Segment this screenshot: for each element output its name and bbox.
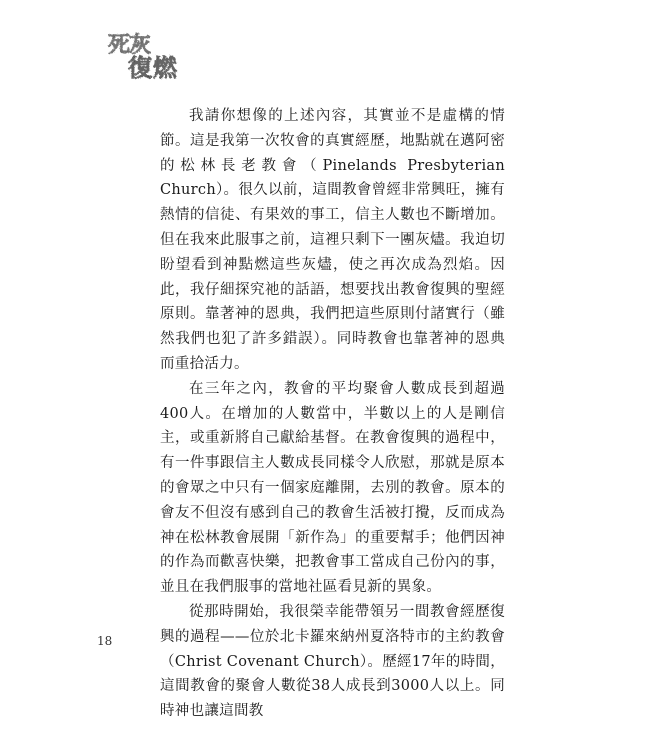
paragraph-2: 在三年之內，教會的平均聚會人數成長到超過400人。在增加的人數當中，半數以上的人是剛信主，或重新將自己獻給基督。在教會復興的過程中，有一件事跟信主人數成長同樣令人欣慰，那就是原本的會眾之中只有一個家庭離開，去別的教會。原本的會友不但沒有感到自己的教會生活被打攪，反而成為神在松林教會展開「新作為」的重要幫手；他們因神的作為而歡喜快樂，把教會事工當成自己份內的事，並且在我們服事的當地社區看見新的異象。: [160, 380, 505, 596]
chapter-logo: [106, 30, 216, 82]
body-text: [160, 104, 505, 724]
paragraph-1: 我請你想像的上述內容，其實並不是虛構的情節。這是我第一次牧會的真實經歷，地點就在邁阿密的松林長老教會（Pinelands Presbyterian Church）。很久以前，這間教會曾經非常興旺，擁有熱情的信徒、有果效的事工，信主人數也不斷增加。但在我來此服事之前，這裡只剩下一團灰燼。我迫切盼望看到神點燃這些灰燼，使之再次成為烈焰。因此，我仔細探究祂的話語，想要找出教會復興的聖經原則。靠著神的恩典，我們把這些原則付諸實行（雖然我們也犯了許多錯誤）。同時教會也靠著神的恩典而重拾活力。: [160, 108, 505, 372]
logo-line1: 死灰: [108, 33, 151, 58]
page-number: 18: [97, 634, 113, 648]
logo-line2: 復燃: [128, 54, 178, 82]
paragraph-3: 從那時開始，我很榮幸能帶領另一間教會經歷復興的過程——位於北卡羅來納州夏洛特市的主約教會（Christ Covenant Church）。歷經17年的時間，這間教會的聚會人數從38人成長到3000人以上。同時神也讓這間教: [160, 603, 505, 720]
